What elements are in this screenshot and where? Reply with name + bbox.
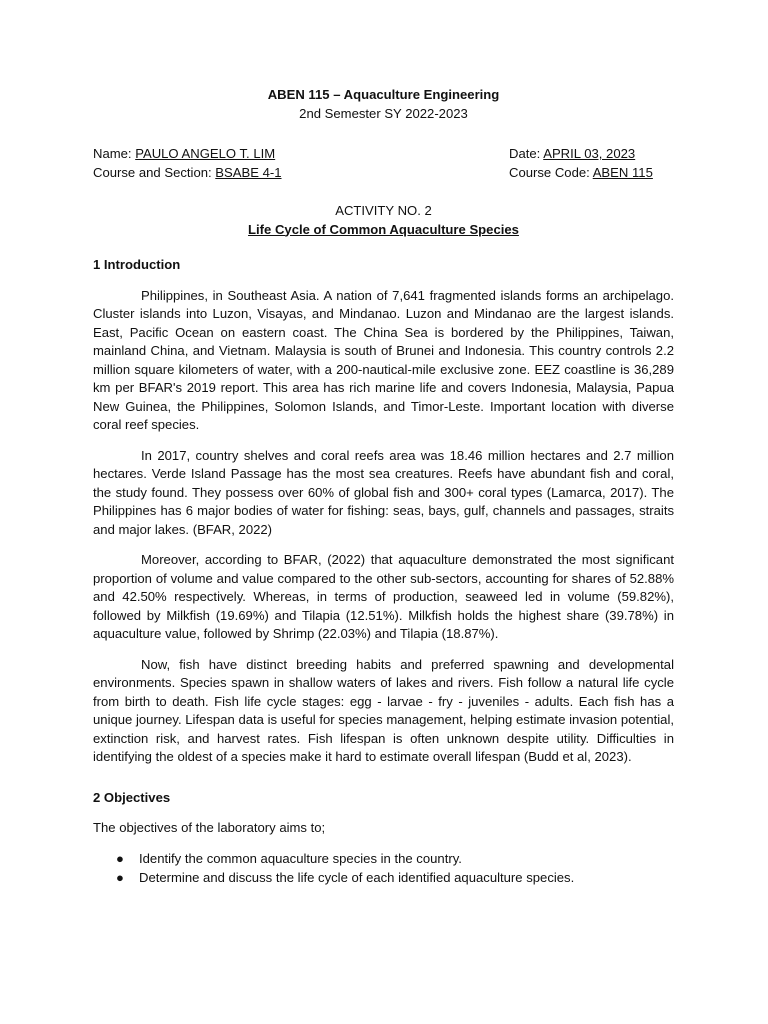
name-value: PAULO ANGELO T. LIM xyxy=(135,146,276,161)
intro-paragraph-1: Philippines, in Southeast Asia. A nation of 7,641 fragmented islands forms an archipelago. Cluster islands into Luzon, Visayas, and Mindanao. Luzon and Mindanao are the largest islands. East, Pacific Ocean on eastern coast. The China Sea is bordered by the Philippines, Taiwan, mainland China, and Vietnam. Malaysia is south of Brunei and Indonesia. This country controls 2.2 million square kilometers of water, with a 200-nautical-mile exclusive zone. EEZ coastline is 36,289 km per BFAR's 2019 report. This area has rich marine life and covers Indonesia, Malaysia, Papua New Guinea, the Philippines, Solomon Islands, and Timor-Leste. Important location with diverse coral reef species. xyxy=(93,287,674,432)
intro-paragraph-4: Now, fish have distinct breeding habits and preferred spawning and developmental environments. Species spawn in shallow waters of lakes and rivers. Fish follow a natural life cycle from birth to death. Fish life cycle stages: egg - larvae - fry - juveniles - adults. Each fish has a unique journey. Lifespan data is useful for species management, helping estimate invasion potential, extinction risk, and harvest rates. Fish lifespan is often unknown despite utility. Difficulties in identifying the oldest of a species make it hard to estimate overall lifespan (Budd et al, 2023). xyxy=(93,656,674,764)
section-value: BSABE 4-1 xyxy=(215,164,282,180)
name-label: Name: xyxy=(93,146,136,161)
student-info-left xyxy=(93,145,282,182)
section-label: Course and Section: xyxy=(93,164,216,180)
name-line xyxy=(93,145,282,164)
student-info-right xyxy=(509,145,674,182)
section-line xyxy=(93,164,282,183)
activity-title: Life Cycle of Common Aquaculture Species xyxy=(248,221,519,237)
bullet-icon: ● xyxy=(116,850,124,866)
code-value: ABEN 115 xyxy=(592,164,653,180)
date-label: Date: xyxy=(509,146,544,161)
date-value: APRIL 03, 2023 xyxy=(543,146,636,161)
objective-text: Identify the common aquaculture species in the country. xyxy=(139,850,462,866)
list-item xyxy=(93,850,674,869)
intro-paragraph-2: In 2017, country shelves and coral reefs area was 18.46 million hectares and 2.7 million hectares. Verde Island Passage has the most sea creatures. Reefs have abundant fish and coral, the study found. They possess over 60% of global fish and 300+ coral types (Lamarca, 2017). The Philippines has 6 major bodies of water for fishing: seas, bays, gulf, channels and passages, straits and major lakes. (BFAR, 2022) xyxy=(93,447,674,537)
student-info xyxy=(93,145,674,182)
bullet-icon: ● xyxy=(116,870,124,885)
introduction-heading: 1 Introduction xyxy=(93,257,181,272)
objective-text: Determine and discuss the life cycle of each identified aquaculture species. xyxy=(139,870,575,885)
semester: 2nd Semester SY 2022-2023 xyxy=(299,105,468,121)
date-line xyxy=(509,145,674,164)
code-line xyxy=(509,164,674,183)
document-page xyxy=(93,86,674,889)
objectives-list xyxy=(93,850,674,888)
intro-paragraph-3: Moreover, according to BFAR, (2022) that aquaculture demonstrated the most significant proportion of volume and value compared to the other sub-sectors, accounting for shares of 52.88% and 42.50% respectively. Whereas, in terms of production, seaweed led in volume (59.82%), followed by Milkfish (19.69%) and Tilapia (12.51%). Milkfish holds the highest share (39.78%) in aquaculture value, followed by Shrimp (22.03%) and Tilapia (18.87%). xyxy=(93,552,674,641)
objectives-intro: The objectives of the laboratory aims to; xyxy=(93,820,326,835)
objectives-heading: 2 Objectives xyxy=(93,789,171,805)
code-label: Course Code: xyxy=(509,164,593,180)
course-title: ABEN 115 – Aquaculture Engineering xyxy=(267,87,500,102)
list-item xyxy=(93,869,674,888)
activity-number: ACTIVITY NO. 2 xyxy=(335,203,432,218)
